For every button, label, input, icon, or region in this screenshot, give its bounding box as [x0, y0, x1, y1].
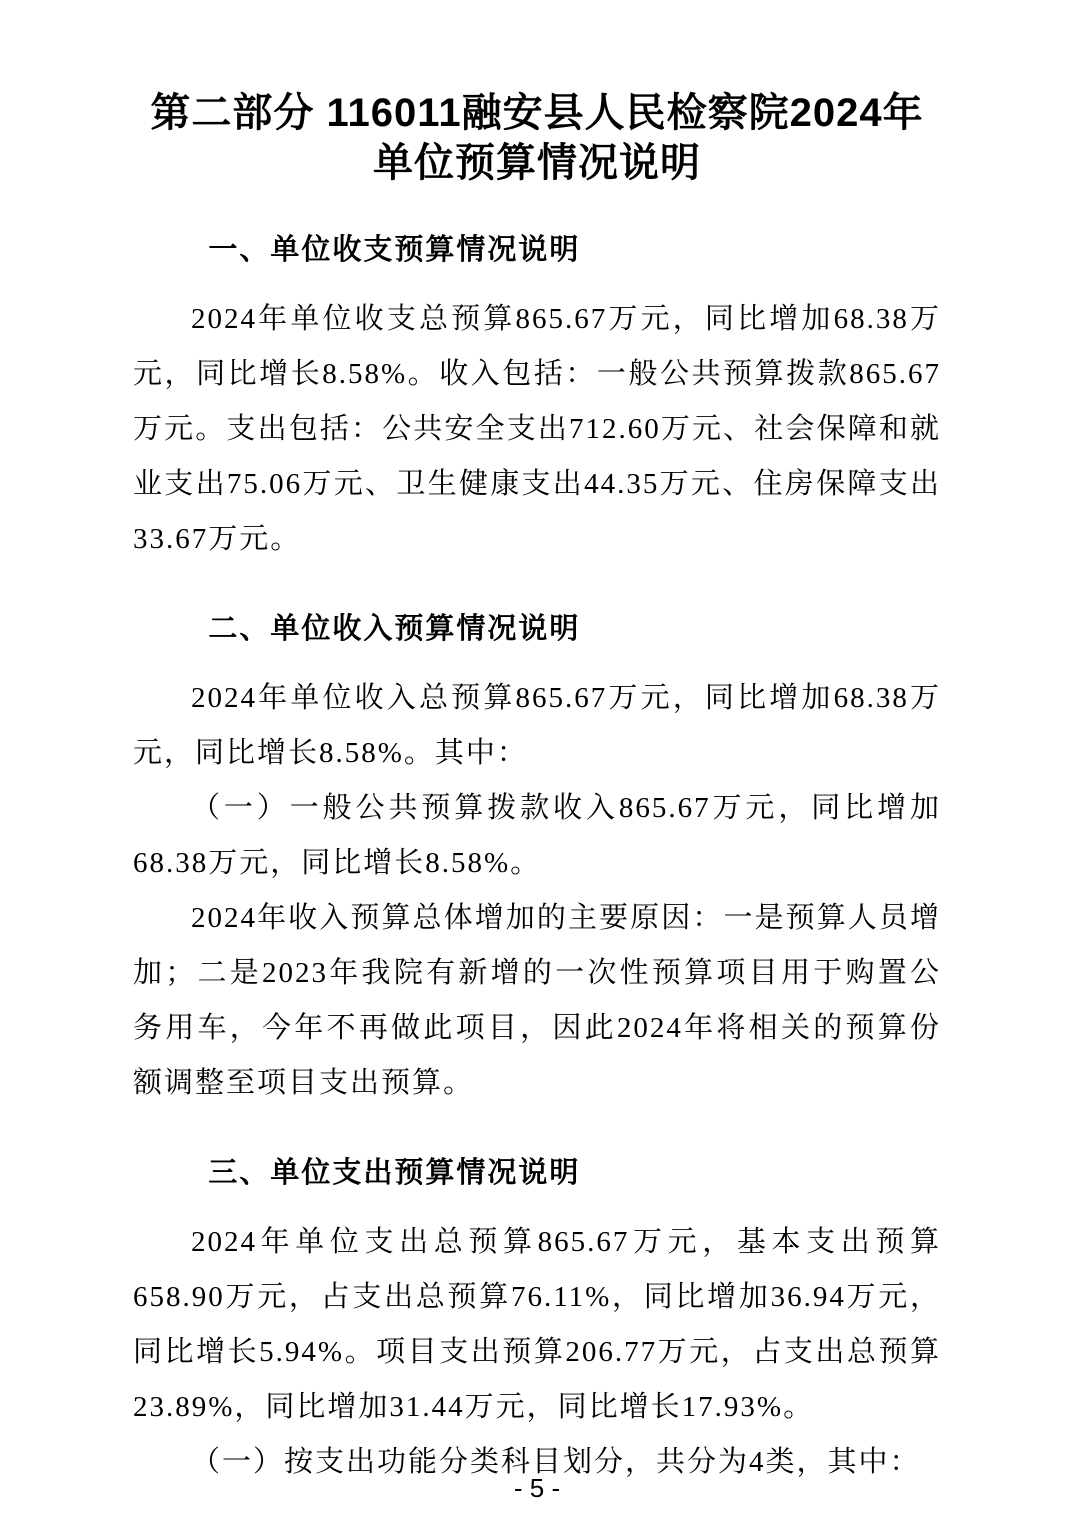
section-heading: 二、单位收入预算情况说明 — [208, 613, 581, 645]
page-number: - 5 - — [513, 1473, 561, 1503]
section-heading: 一、单位收支预算情况说明 — [208, 234, 581, 266]
paragraph: （一）按支出功能分类科目划分，共分为4类，其中： — [191, 1446, 921, 1478]
paragraph: 2024年收入预算总体增加的主要原因：一是预算人员增加；二是2023年我院有新增的一次性预算项目用于购置公务用车，今年不再做此项目，因此2024年将相关的预算份额调整至项目支出预算。 — [133, 902, 941, 1099]
document-title — [133, 88, 941, 188]
paragraph: 2024年单位收支总预算865.67万元，同比增加68.38万元，同比增长8.58%。收入包括：一般公共预算拨款865.67万元。支出包括：公共安全支出712.60万元、社会保障和就业支出75.06万元、卫生健康支出44.35万元、住房保障支出33.67万元。 — [133, 303, 941, 555]
section-income-budget — [133, 611, 941, 1111]
paragraph: 2024年单位收入总预算865.67万元，同比增加68.38万元，同比增长8.58%。其中： — [133, 682, 941, 769]
section-expense-budget — [133, 1155, 941, 1490]
section-income-expense-overview — [133, 232, 941, 567]
paragraph: 2024年单位支出总预算865.67万元，基本支出预算658.90万元，占支出总预算76.11%，同比增加36.94万元，同比增长5.94%。项目支出预算206.77万元，占支出总预算23.89%，同比增加31.44万元，同比增长17.93%。 — [133, 1226, 941, 1423]
paragraph: （一）一般公共预算拨款收入865.67万元，同比增加68.38万元，同比增长8.58%。 — [133, 792, 941, 879]
document-title-line1: 第二部分 116011融安县人民检察院2024年 — [150, 91, 924, 135]
section-heading: 三、单位支出预算情况说明 — [208, 1157, 581, 1189]
document-title-line2: 单位预算情况说明 — [373, 141, 701, 185]
